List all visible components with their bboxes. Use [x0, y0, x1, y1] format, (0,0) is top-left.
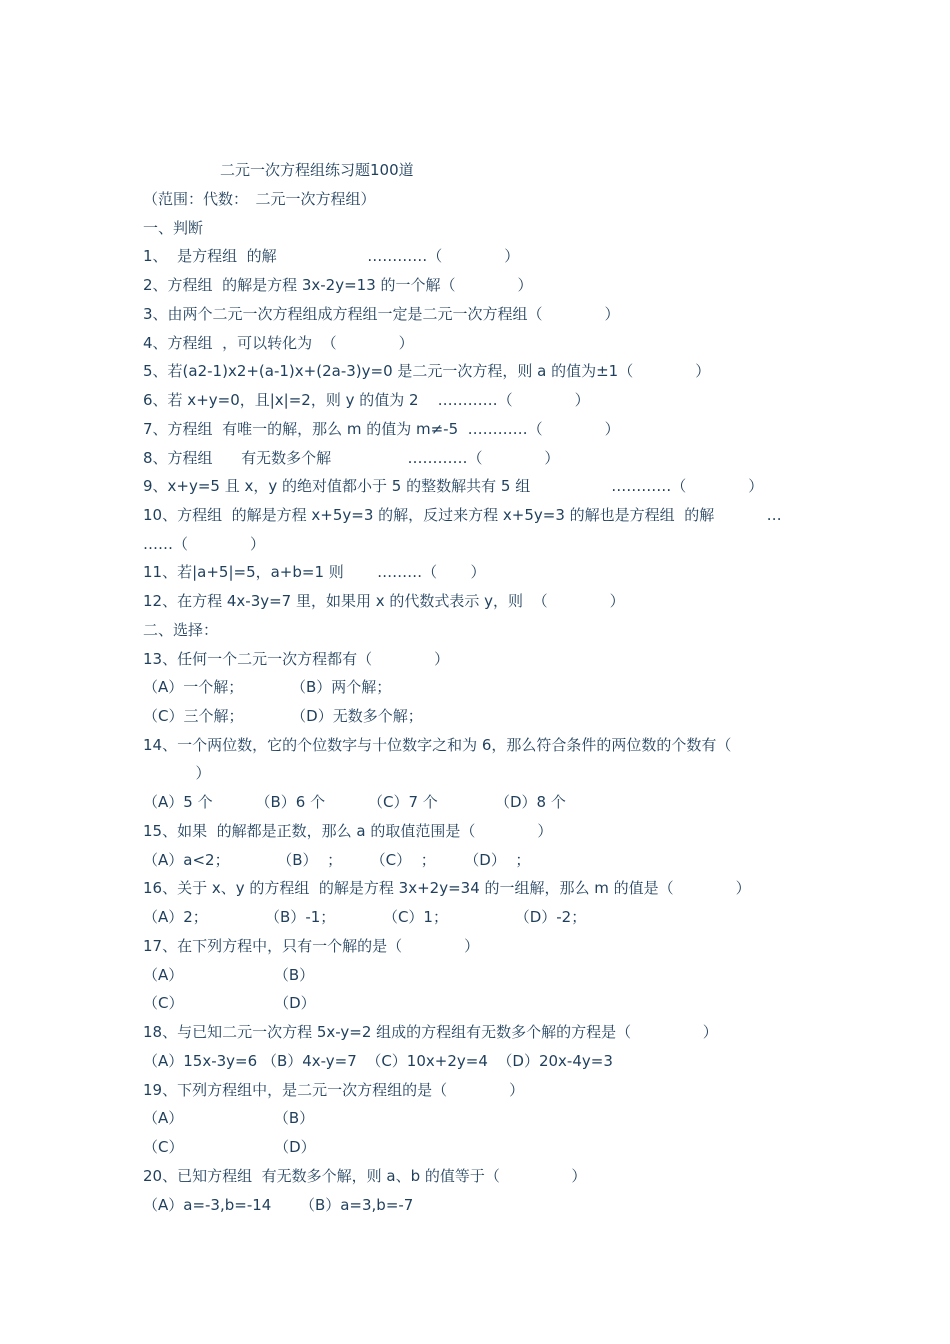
- question-12: 12、在方程 4x-3y=7 里，如果用 x 的代数式表示 y，则 （ ）: [143, 592, 625, 610]
- question-2: 2、方程组 的解是方程 3x-2y=13 的一个解（ ）: [143, 276, 533, 294]
- question-19-options-ab: （A） （B）: [143, 1109, 315, 1127]
- question-10: 10、方程组 的解是方程 x+5y=3 的解，反过来方程 x+5y=3 的解也是方程组 的解 …: [143, 506, 782, 524]
- question-6: 6、若 x+y=0，且|x|=2，则 y 的值为 2 …………（ ）: [143, 391, 590, 409]
- question-15: 15、如果 的解都是正数，那么 a 的取值范围是（ ）: [143, 822, 553, 840]
- question-1: 1、 是方程组 的解 …………（ ）: [143, 247, 520, 265]
- question-17-options-ab: （A） （B）: [143, 966, 315, 984]
- question-14: 14、一个两位数，它的个位数字与十位数字之和为 6，那么符合条件的两位数的个数有（: [143, 736, 732, 754]
- question-9: 9、x+y=5 且 x，y 的绝对值都小于 5 的整数解共有 5 组 …………（ ）: [143, 477, 764, 495]
- question-3: 3、由两个二元一次方程组成方程组一定是二元一次方程组（ ）: [143, 305, 620, 323]
- question-11: 11、若|a+5|=5，a+b=1 则 ………（ ）: [143, 563, 486, 581]
- question-16: 16、关于 x、y 的方程组 的解是方程 3x+2y=34 的一组解，那么 m 的值是（ ）: [143, 879, 751, 897]
- question-15-options: （A）a<2； （B） ； （C） ； （D） ；: [143, 851, 531, 869]
- question-7: 7、方程组 有唯一的解，那么 m 的值为 m≠-5 …………（ ）: [143, 420, 620, 438]
- question-13-options-ab: （A）一个解； （B）两个解；: [143, 678, 392, 696]
- question-20: 20、已知方程组 有无数多个解，则 a、b 的值等于（ ）: [143, 1167, 587, 1185]
- question-17-options-cd: （C） （D）: [143, 994, 316, 1012]
- question-19: 19、下列方程组中，是二元一次方程组的是（ ）: [143, 1081, 525, 1099]
- doc-scope: （范围：代数： 二元一次方程组）: [143, 190, 376, 208]
- question-18: 18、与已知二元一次方程 5x-y=2 组成的方程组有无数多个解的方程是（ ）: [143, 1023, 718, 1041]
- section-heading-choice: 二、选择：: [143, 621, 219, 639]
- question-17: 17、在下列方程中，只有一个解的是（ ）: [143, 937, 480, 955]
- question-4: 4、方程组 ，可以转化为 （ ）: [143, 334, 414, 352]
- question-10-continued: ……（ ）: [143, 535, 265, 553]
- question-5: 5、若(a2-1)x2+(a-1)x+(2a-3)y=0 是二元一次方程，则 a 的值为±1（ ）: [143, 362, 711, 380]
- question-19-options-cd: （C） （D）: [143, 1138, 316, 1156]
- section-heading-judgment: 一、判断: [143, 219, 204, 237]
- question-18-options: （A）15x-3y=6 （B）4x-y=7 （C）10x+2y=4 （D）20x-4y=3: [143, 1052, 613, 1070]
- question-13-options-cd: （C）三个解； （D）无数多个解；: [143, 707, 423, 725]
- question-13: 13、任何一个二元一次方程都有（ ）: [143, 650, 450, 668]
- question-20-options: （A）a=-3,b=-14 （B）a=3,b=-7: [143, 1196, 414, 1214]
- question-8: 8、方程组 有无数多个解 …………（ ）: [143, 449, 560, 467]
- question-14-continued: ）: [143, 764, 211, 782]
- question-16-options: （A）2； （B）-1； （C）1； （D）-2；: [143, 908, 587, 926]
- doc-title: 二元一次方程组练习题100道: [220, 161, 414, 179]
- question-14-options: （A）5 个 （B）6 个 （C）7 个 （D）8 个: [143, 793, 566, 811]
